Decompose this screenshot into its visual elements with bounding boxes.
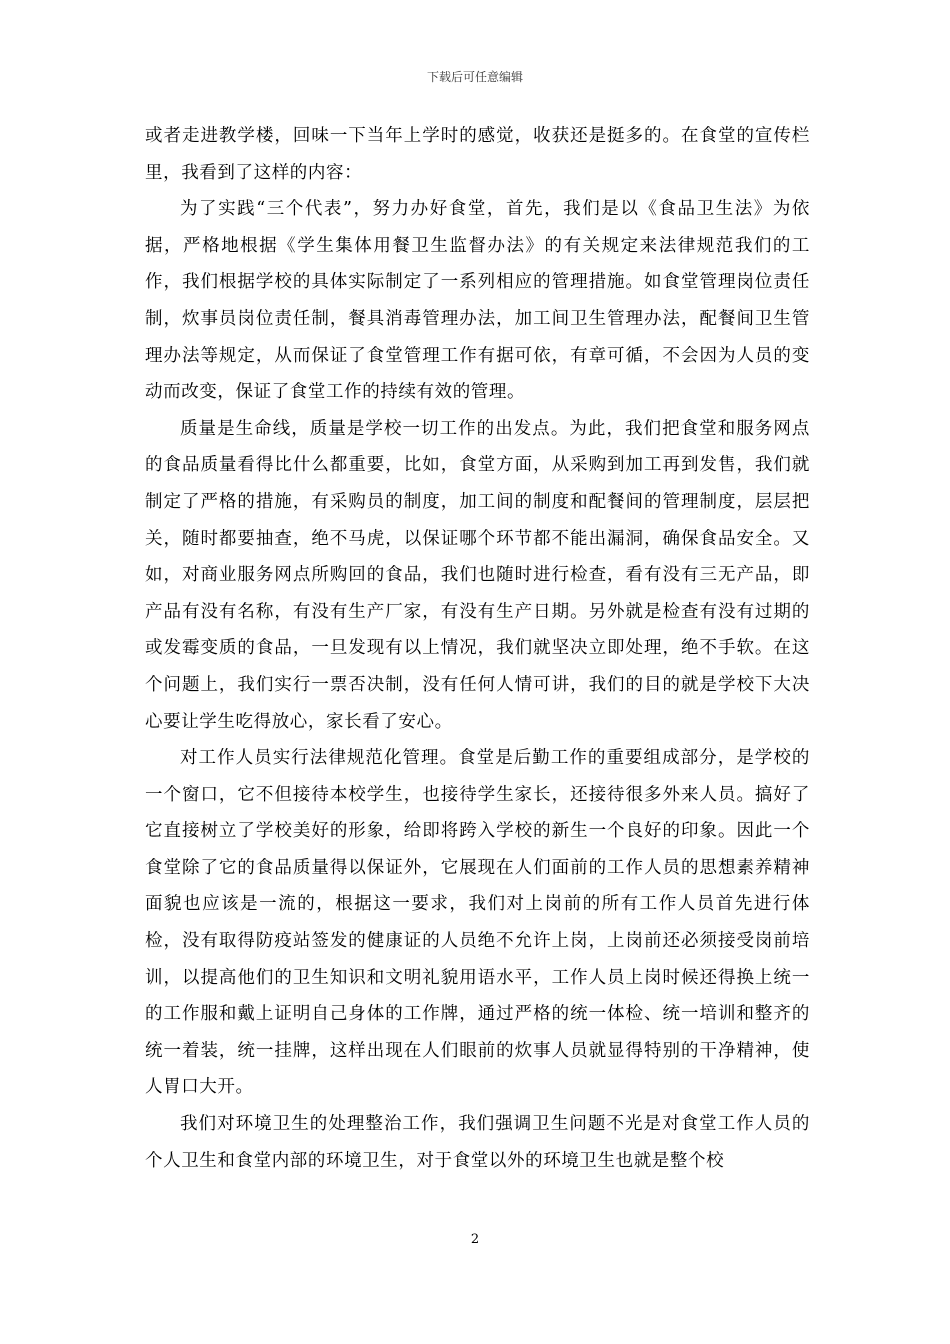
paragraph: 质量是生命线，质量是学校一切工作的出发点。为此，我们把食堂和服务网点的食品质量看得比什么都重要，比如，食堂方面，从采购到加工再到发售，我们就制定了严格的措施，有采购员的制度，加工间的制度和配餐间的管理制度，层层把关，随时都要抽查，绝不马虎，以保证哪个环节都不能出漏洞，确保食品安全。又如，对商业服务网点所购回的食品，我们也随时进行检查，看有没有三无产品，即产品有没有名称，有没有生产厂家，有没有生产日期。另外就是检查有没有过期的或发霉变质的食品，一旦发现有以上情况，我们就坚决立即处理，绝不手软。在这个问题上，我们实行一票否决制，没有任何人情可讲，我们的目的就是学校下大决心要让学生吃得放心，家长看了安心。 [145, 418, 810, 732]
paragraph: 我们对环境卫生的处理整治工作，我们强调卫生问题不光是对食堂工作人员的个人卫生和食堂内部的环境卫生，对于食堂以外的环境卫生也就是整个校 [145, 1114, 810, 1171]
paragraph: 对工作人员实行法律规范化管理。食堂是后勤工作的重要组成部分，是学校的一个窗口，它不但接待本校学生，也接待学生家长，还接待很多外来人员。搞好了它直接树立了学校美好的形象，给即将跨入学校的新生一个良好的印象。因此一个食堂除了它的食品质量得以保证外，它展现在人们面前的工作人员的思想素养精神面貌也应该是一流的，根据这一要求，我们对上岗前的所有工作人员首先进行体检，没有取得防疫站签发的健康证的人员绝不允许上岗，上岗前还必须接受岗前培训，以提高他们的卫生知识和文明礼貌用语水平，工作人员上岗时候还得换上统一的工作服和戴上证明自己身体的工作牌，通过严格的统一体检、统一培训和整齐的统一着装，统一挂牌，这样出现在人们眼前的炊事人员就显得特别的干净精神，使人胃口大开。 [145, 748, 810, 1098]
body-text [145, 118, 810, 1179]
page-header: 下载后可任意编辑 [426, 70, 523, 84]
paragraph-continuation: 或者走进教学楼，回味一下当年上学时的感觉，收获还是挺多的。在食堂的宣传栏里，我看到了这样的内容： [145, 126, 810, 183]
page-number: 2 [470, 1232, 480, 1247]
paragraph: 为了实践“三个代表”，努力办好食堂，首先，我们是以《食品卫生法》为依据，严格地根据《学生集体用餐卫生监督办法》的有关规定来法律规范我们的工作，我们根据学校的具体实际制定了一系列相应的管理措施。如食堂管理岗位责任制，炊事员岗位责任制，餐具消毒管理办法，加工间卫生管理办法，配餐间卫生管理办法等规定，从而保证了食堂管理工作有据可依，有章可循，不会因为人员的变动而改变，保证了食堂工作的持续有效的管理。 [145, 199, 810, 403]
